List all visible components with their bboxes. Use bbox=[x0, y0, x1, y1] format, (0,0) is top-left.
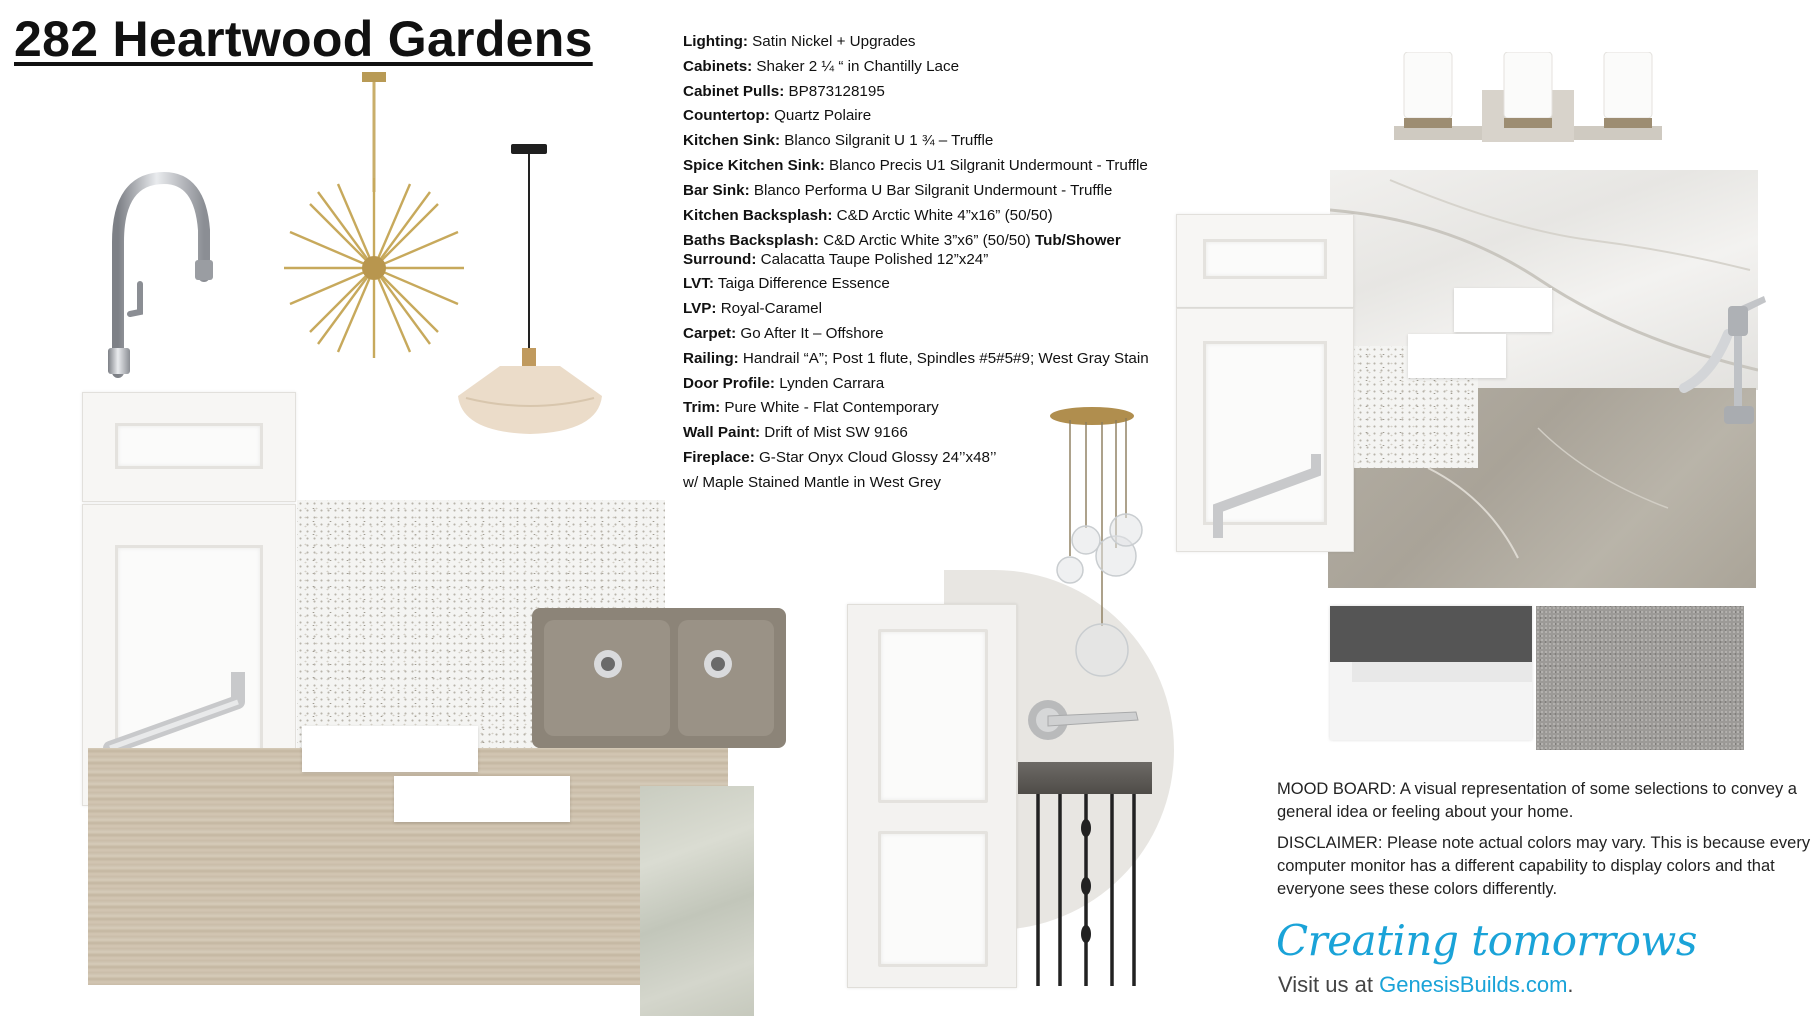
spec-wall-paint: Wall Paint: Drift of Mist SW 9166 bbox=[683, 424, 908, 442]
door-profile-swatch bbox=[847, 604, 1017, 988]
bath-backsplash-tile-1 bbox=[1454, 288, 1552, 332]
visit-period: . bbox=[1567, 972, 1574, 997]
handrail-swatch bbox=[1018, 762, 1152, 794]
spec-spice-kitchen-sink: Spice Kitchen Sink: Blanco Precis U1 Silgranit Undermount - Truffle bbox=[683, 156, 1148, 174]
spec-fireplace-note: w/ Maple Stained Mantle in West Grey bbox=[683, 473, 942, 491]
spec-lvp: LVP: Royal-Caramel bbox=[683, 300, 822, 318]
visit-prefix: Visit us at bbox=[1278, 972, 1380, 997]
spec-railing: Railing: Handrail “A”; Post 1 flute, Spindles #5#5#9; West Gray Stain bbox=[683, 349, 1149, 367]
spec-cabinet-pulls: Cabinet Pulls: BP873128195 bbox=[683, 82, 885, 100]
backsplash-tile-1 bbox=[302, 726, 478, 772]
trim-lip bbox=[1352, 662, 1532, 682]
disclaimer-note: DISCLAIMER: Please note actual colors may vary. This is because every computer monitor has a different capability to display colors and that everyone sees these colors differently. bbox=[1277, 834, 1811, 898]
mood-board-note: MOOD BOARD: A visual representation of some selections to convey a general idea or feeling about your home. bbox=[1277, 780, 1797, 821]
bath-cabinet-pull-icon bbox=[1210, 454, 1324, 538]
bath-backsplash-tile-2 bbox=[1408, 334, 1506, 378]
cabinet-drawer-swatch bbox=[82, 392, 296, 502]
faucet-icon bbox=[92, 172, 222, 378]
spec-trim: Trim: Pure White - Flat Contemporary bbox=[683, 399, 939, 417]
spec-kitchen-sink: Kitchen Sink: Blanco Silgranit U 1 ¾ – Truffle bbox=[683, 132, 994, 150]
woven-pendant-icon bbox=[458, 144, 608, 436]
carpet-swatch bbox=[1536, 606, 1744, 750]
door-upper-panel bbox=[878, 629, 988, 803]
trim-swatch bbox=[1330, 606, 1532, 740]
spindles-icon bbox=[1030, 794, 1142, 990]
glass-globe-pendant-icon bbox=[1036, 406, 1156, 684]
sink-truffle-swatch bbox=[532, 608, 786, 748]
page-title: 282 Heartwood Gardens bbox=[14, 11, 593, 67]
spec-countertop: Countertop: Quartz Polaire bbox=[683, 107, 872, 125]
backsplash-tile-2 bbox=[394, 776, 570, 822]
spec-baths-backsplash: Baths Backsplash: C&D Arctic White 3”x6” (50/50) Tub/Shower Surround: Calacatta Taupe Polished 12”x24” bbox=[683, 232, 1121, 269]
brand-tagline: Creating tomorrows bbox=[1276, 916, 1697, 965]
spec-fireplace: Fireplace: G-Star Onyx Cloud Glossy 24’’x48’’ bbox=[683, 448, 997, 466]
door-lower-panel bbox=[878, 831, 988, 967]
brand-visit-line bbox=[1278, 972, 1574, 998]
bath-vanity-light-icon bbox=[1394, 52, 1662, 150]
starburst-chandelier-icon bbox=[278, 72, 470, 368]
spec-kitchen-backsplash: Kitchen Backsplash: C&D Arctic White 4”x16” (50/50) bbox=[683, 206, 1053, 224]
spec-door-profile: Door Profile: Lynden Carrara bbox=[683, 374, 885, 392]
spec-cabinets: Cabinets: Shaker 2 ¼ “ in Chantilly Lace bbox=[683, 57, 960, 75]
spec-bar-sink: Bar Sink: Blanco Performa U Bar Silgranit Undermount - Truffle bbox=[683, 181, 1113, 199]
drawer-panel bbox=[115, 423, 263, 469]
spec-lighting: Lighting: Satin Nickel + Upgrades bbox=[683, 33, 916, 50]
trim-dark-band bbox=[1330, 606, 1532, 662]
fireplace-onyx-swatch bbox=[640, 786, 754, 1016]
website-link[interactable]: GenesisBuilds.com bbox=[1379, 972, 1568, 997]
spec-carpet: Carpet: Go After It – Offshore bbox=[683, 324, 884, 342]
bath-faucet-icon bbox=[1672, 294, 1774, 426]
bath-drawer-panel bbox=[1203, 239, 1327, 279]
door-lever-icon bbox=[1026, 696, 1142, 746]
bath-cabinet-drawer-swatch bbox=[1176, 214, 1354, 308]
spec-lvt: LVT: Taiga Difference Essence bbox=[683, 275, 890, 293]
